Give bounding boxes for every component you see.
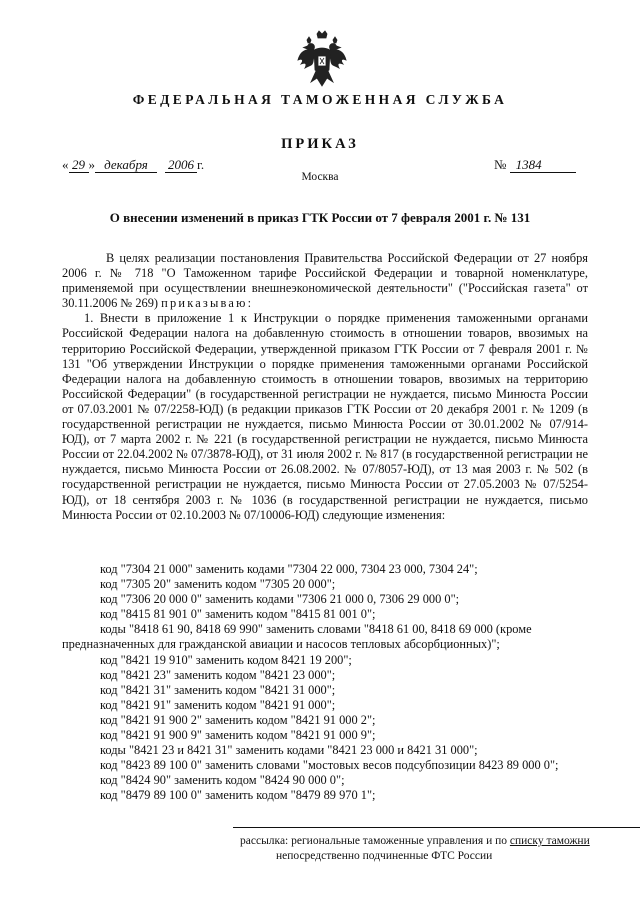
distribution-line-1	[240, 834, 590, 849]
date-year-suffix: г.	[197, 157, 205, 172]
date-open-quote: «	[62, 157, 69, 172]
distribution-link: списку таможни	[509, 835, 590, 847]
distribution-prefix: рассылка: региональные таможенные управления и по	[240, 835, 508, 847]
code-change-item: код "8424 90" заменить кодом "8424 90 000 0";	[100, 773, 345, 788]
code-change-item: код "8421 91" заменить кодом "8421 91 000";	[100, 697, 336, 712]
agency-name: ФЕДЕРАЛЬНАЯ ТАМОЖЕННАЯ СЛУЖБА	[132, 92, 508, 107]
document-type: ПРИКАЗ	[281, 136, 359, 152]
document-subject: О внесении изменений в приказ ГТК России от 7 февраля 2001 г. № 131	[109, 210, 531, 225]
number-value: 1384	[510, 158, 576, 173]
date-close-quote: »	[88, 157, 95, 172]
code-change-item: код "8421 91 900 2" заменить кодом "8421 91 000 2";	[100, 712, 376, 727]
code-change-item: код "8415 81 901 0" заменить кодом "8415 81 001 0";	[100, 607, 376, 622]
preamble-paragraph	[62, 251, 588, 311]
code-change-item: код "7304 21 000" заменить кодами "7304 22 000, 7304 23 000, 7304 24";	[100, 562, 478, 576]
date-day: 29	[69, 158, 89, 173]
city: Москва	[301, 171, 339, 183]
double-headed-eagle-emblem-icon	[297, 30, 347, 88]
date-month: декабря	[95, 158, 157, 173]
code-change-item: код "8423 89 100 0" заменить словами "мостовых весов подсубпозиции 8423 89 000 0";	[100, 758, 559, 773]
distribution-line-2: непосредственно подчиненные ФТС России	[276, 850, 493, 862]
document-body	[62, 251, 588, 523]
item-1-paragraph: 1. Внести в приложение 1 к Инструкции о порядке применения таможенными органами Российской Федерации налога на добавленную стоимость в отношении товаров, ввозимых на территорию Российской Федерации, утвержденной приказом ГТК России от 7 февраля 2001 г. № 131 "Об утверждении Инструкции о порядке применения таможенными органами Российской Федерации налога на добавленную стоимость в отношении товаров, ввозимых на территорию Российской Федерации" (в государственной регистрации не нуждается, письмо Минюста России от 07.03.2001 № 07/2258-ЮД) (в редакции приказов ГТК России от 20 декабря 2001 г. № 1209 (в государственной регистрации не нуждается, письмо Минюста России от 30.01.2002 № 07/914-ЮД), от 7 марта 2002 г. № 221 (в государственной регистрации не нуждается, письмо Минюста России от 22.04.2002 № 07/3878-ЮД), от 31 июля 2002 г. № 817 (в государственной регистрации не нуждается, письмо Минюста России от 26.08.2002. № 07/8057-ЮД), от 13 мая 2003 г. № 502 (в государственной регистрации не нуждается, письмо Минюста России от 27.05.2003 № 07/5254-ЮД), от 18 сентября 2003 г. № 1036 (в государственной регистрации не нуждается, письмо Минюста России от 02.10.2003 № 07/10006-ЮД) следующие изменения:	[62, 311, 588, 522]
code-change-item: код "8421 31" заменить кодом "8421 31 000";	[100, 682, 336, 697]
number-label: №	[494, 157, 507, 172]
code-change-item: коды "8418 61 90, 8418 69 990" заменить словами "8418 61 00, 8418 69 000 (кроме предназначенных для гражданской авиации и насосов тепловых абсорбционных)";	[62, 622, 532, 652]
code-change-item: код "7306 20 000 0" заменить кодами "7306 21 000 0, 7306 29 000 0";	[100, 592, 460, 607]
code-change-item: коды "8421 23 и 8421 31" заменить кодами "8421 23 000 и 8421 31 000";	[100, 743, 478, 758]
code-change-item: код "7305 20" заменить кодом "7305 20 000";	[100, 577, 336, 592]
footer-rule	[233, 827, 640, 828]
code-change-item: код "8421 19 910" заменить кодом 8421 19 200";	[100, 652, 352, 667]
code-change-item: код "8421 91 900 9" заменить кодом "8421 91 000 9";	[100, 728, 376, 743]
preamble-text: В целях реализации постановления Правительства Российской Федерации от 27 ноября 2006 г. № 718 "О Таможенном тарифе Российской Федерации и товарной номенклатуре, применяемой при осуществлении внешнеэкономической деятельности" ("Российская газета" от 30.11.2006 № 269)	[62, 251, 588, 311]
code-changes-list	[62, 562, 600, 804]
preamble-directive: приказываю:	[161, 296, 254, 311]
code-change-item: код "8479 89 100 0" заменить кодом "8479 89 970 1";	[100, 788, 376, 803]
code-change-item: код "8421 23" заменить кодом "8421 23 000";	[100, 667, 336, 682]
date-year: 2006	[165, 158, 197, 173]
